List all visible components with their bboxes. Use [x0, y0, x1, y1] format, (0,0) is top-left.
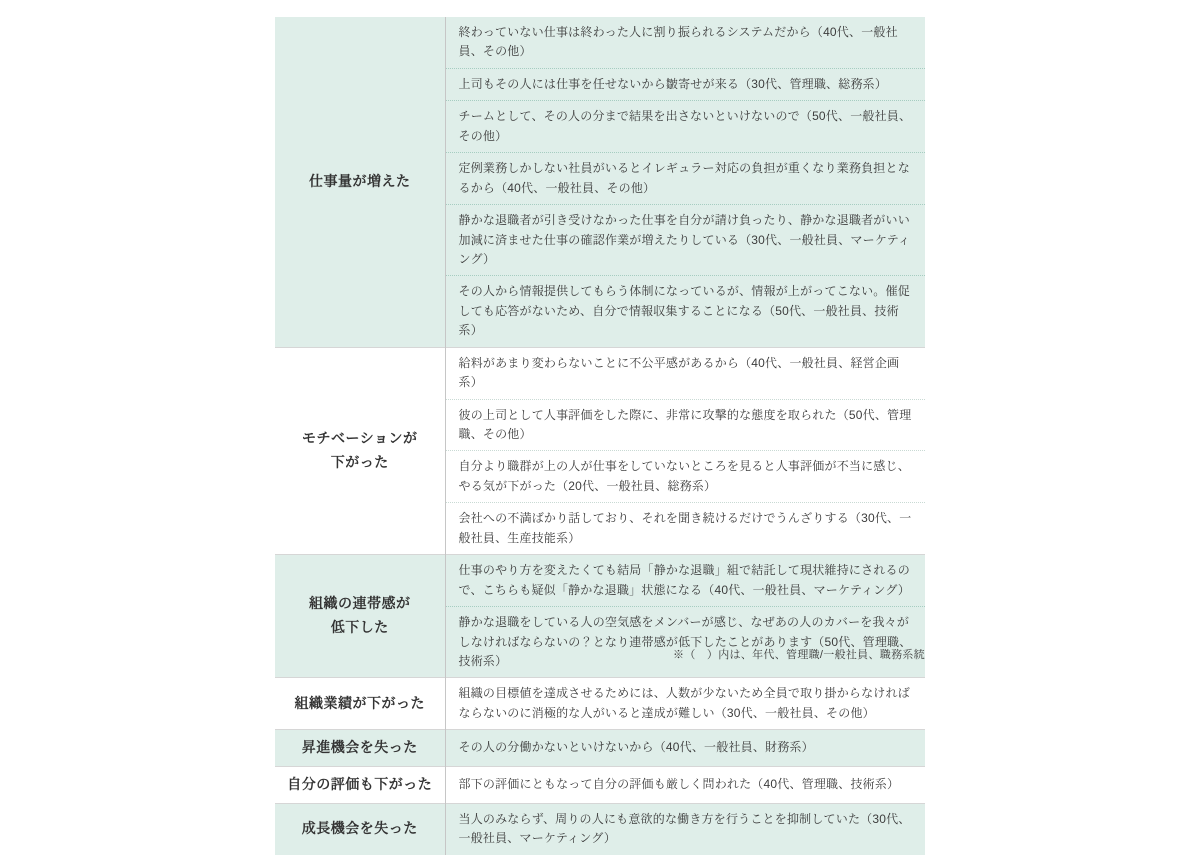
footnote: ※（ ）内は、年代、管理職/一般社員、職務系統: [673, 649, 925, 661]
category-label-line: 組織業績が下がった: [294, 694, 425, 711]
table-row: [275, 555, 925, 607]
table-row: [275, 767, 925, 804]
table-row: [275, 17, 925, 68]
table-row: [275, 347, 925, 399]
detail-cell: 上司もその人には仕事を任せないから皺寄せが来る（30代、管理職、総務系）: [445, 68, 925, 100]
category-cell: [275, 767, 445, 804]
category-label-line: 仕事量が増えた: [309, 172, 411, 189]
table-row: [275, 803, 925, 854]
category-label-line: 自分の評価も下がった: [287, 776, 433, 793]
detail-cell: 組織の目標値を達成させるためには、人数が少ないため全員で取り掛からなければならないのに消極的な人がいると達成が難しい（30代、一般社員、その他）: [445, 678, 925, 730]
detail-cell: 自分より職群が上の人が仕事をしていないところを見ると人事評価が不当に感じ、やる気が下がった（20代、一般社員、総務系）: [445, 451, 925, 503]
category-label-line: 組織の連帯感が: [309, 595, 411, 612]
detail-cell: 定例業務しかしない社員がいるとイレギュラー対応の負担が重くなり業務負担となるから（40代、一般社員、その他）: [445, 153, 925, 205]
detail-cell: 静かな退職をしている人の空気感をメンバーが感じ、なぜあの人のカバーを我々がしなければならないの？となり連帯感が低下したことがあります（50代、管理職、技術系）: [445, 607, 925, 678]
category-label-line: 成長機会を失った: [301, 820, 418, 837]
detail-cell: 会社への不満ばかり話しており、それを聞き続けるだけでうんざりする（30代、一般社員、生産技能系）: [445, 503, 925, 555]
impact-table-body: [275, 17, 925, 855]
category-cell: [275, 678, 445, 730]
table-row: [275, 678, 925, 730]
impact-table-container: [275, 17, 925, 855]
category-cell: [275, 803, 445, 854]
category-cell: [275, 347, 445, 555]
detail-cell: 終わっていない仕事は終わった人に割り振られるシステムだから（40代、一般社員、その他）: [445, 17, 925, 68]
category-label-line: 低下した: [330, 619, 389, 636]
detail-cell: 給料があまり変わらないことに不公平感があるから（40代、一般社員、経営企画系）: [445, 347, 925, 399]
detail-cell: 彼の上司として人事評価をした際に、非常に攻撃的な態度を取られた（50代、管理職、その他）: [445, 399, 925, 451]
detail-cell: 当人のみならず、周りの人にも意欲的な働き方を行うことを抑制していた（30代、一般社員、マーケティング）: [445, 803, 925, 854]
detail-cell: 静かな退職者が引き受けなかった仕事を自分が請け負ったり、静かな退職者がいい加減に済ませた仕事の確認作業が増えたりしている（30代、一般社員、マーケティング）: [445, 205, 925, 276]
table-row: [275, 730, 925, 767]
detail-cell: その人から情報提供してもらう体制になっているが、情報が上がってこない。催促しても応答がないため、自分で情報収集することになる（50代、一般社員、技術系）: [445, 276, 925, 347]
impact-table: [275, 17, 925, 855]
category-label-line: 下がった: [330, 453, 389, 470]
category-cell: [275, 17, 445, 347]
detail-cell: 部下の評価にともなって自分の評価も厳しく問われた（40代、管理職、技術系）: [445, 767, 925, 804]
category-cell: [275, 730, 445, 767]
category-label-line: 昇進機会を失った: [301, 739, 418, 756]
detail-cell: 仕事のやり方を変えたくても結局「静かな退職」組で結託して現状維持にされるので、こちらも疑似「静かな退職」状態になる（40代、一般社員、マーケティング）: [445, 555, 925, 607]
detail-cell: チームとして、その人の分まで結果を出さないといけないので（50代、一般社員、その他）: [445, 101, 925, 153]
category-label-line: モチベーションが: [302, 430, 418, 447]
detail-cell: その人の分働かないといけないから（40代、一般社員、財務系）: [445, 730, 925, 767]
